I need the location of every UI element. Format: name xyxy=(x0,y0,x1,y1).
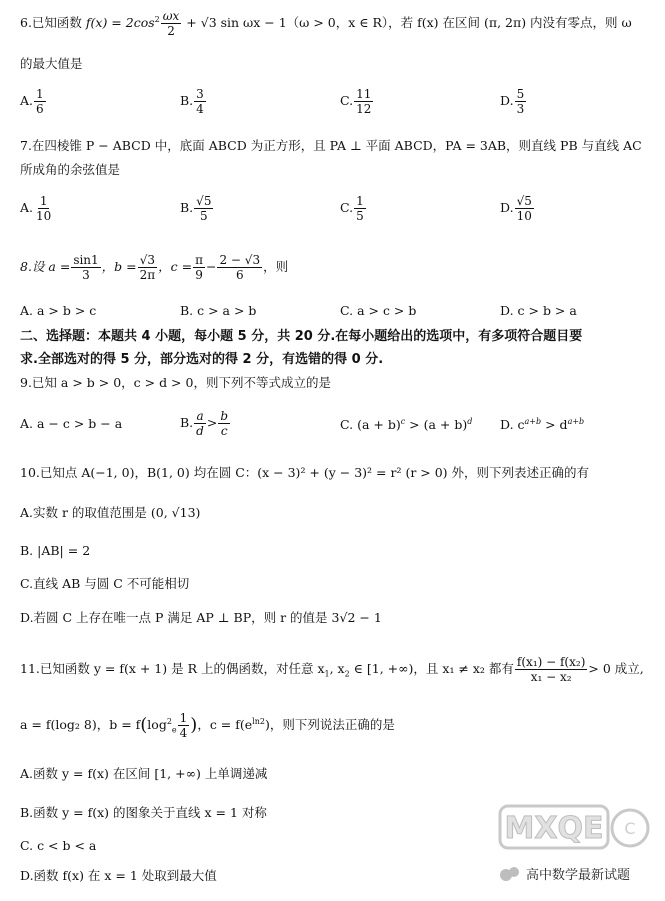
svg-text:C: C xyxy=(624,819,636,838)
q7-option-a[interactable]: A. $\frac{1}{10}$ xyxy=(20,194,52,223)
q10-option-b[interactable]: B. |AB| = 2 xyxy=(20,543,91,558)
q11-stem: 11.已知函数 y = f(x + 1) 是 R 上的偶函数，对任意 $x_1$, $x_2$ ∈ [1, +∞)，且 x₁ ≠ x₂ 都有 $\frac{\text{f(x₁) − f(x₂)}}{\text{x₁ − x₂}}$ > 0 成立, xyxy=(20,655,644,684)
q9-option-c[interactable]: C. $(a + b)^c > (a + b)^d$ xyxy=(340,417,473,433)
q6-option-d[interactable]: D. $\frac{5}{3}$ xyxy=(500,87,525,116)
q6-stem-line2: 的最大值是 xyxy=(20,56,83,71)
q7-option-c[interactable]: C. $\frac{1}{5}$ xyxy=(340,194,364,223)
q11-option-d[interactable]: D.函数 f(x) 在 x = 1 处取到最大值 xyxy=(20,868,217,883)
q11-definitions: a = f(log₂ 8)，$b = f(\log^2_e$ $\frac{1}{4}$ )，$c = f(e^{ln2})$，则下列说法正确的是 xyxy=(20,711,395,740)
q6-stem: 6.已知函数 $f(x) = 2\cos^2$ $\frac{\omega x}{2}$ + √3 sin ωx − 1（ω > 0，x ∈ R），若 f(x) 在区间 (π, 2π) 内没有零点，则 ω xyxy=(20,9,632,38)
q8-option-a[interactable]: A. a > b > c xyxy=(20,303,97,318)
q6-fraction: $\frac{\omega x}{2}$ xyxy=(162,9,180,38)
q6-option-b[interactable]: B. $\frac{3}{4}$ xyxy=(180,87,204,116)
q6-option-c[interactable]: C. $\frac{11}{12}$ xyxy=(340,87,372,116)
watermark-logo-icon xyxy=(492,800,652,898)
svg-text:MXQE: MXQE xyxy=(504,811,604,846)
q11-fraction: $\frac{\text{f(x₁) − f(x₂)}}{\text{x₁ − x₂}}$ xyxy=(516,655,586,684)
q6-option-a[interactable]: A. $\frac{1}{6}$ xyxy=(20,87,44,116)
section2-heading-line2: 求.全部选对的得 5 分，部分选对的得 2 分，有选错的得 0 分. xyxy=(20,352,384,367)
watermark-source-label: 高中数学最新试题 xyxy=(526,868,631,883)
q10-option-c[interactable]: C.直线 AB 与圆 C 不可能相切 xyxy=(20,576,190,591)
q7-stem: 7.在四棱锥 P − ABCD 中，底面 ABCD 为正方形，且 PA ⊥ 平面 ABCD，PA = 3AB，则直线 PB 与直线 AC xyxy=(20,138,642,153)
q7-option-b[interactable]: B. $\frac{√5}{5}$ xyxy=(180,194,212,223)
q8-stem: 8.设 a = $\frac{\sin 1}{3}$ ，b = $\frac{√3}{2\pi}$ ，c = $\frac{\pi}{9}$ − $\frac{2 - √3}{6}$ ，则 xyxy=(20,253,289,282)
q9-option-b[interactable]: B. $\frac{a}{d}$ > $\frac{b}{c}$ xyxy=(180,409,229,438)
q11-option-b[interactable]: B.函数 y = f(x) 的图象关于直线 x = 1 对称 xyxy=(20,805,267,820)
q10-stem: 10.已知点 A(−1, 0)，B(1, 0) 均在圆 C：(x − 3)² + (y − 3)² = r² (r > 0) 外，则下列表述正确的有 xyxy=(20,465,590,480)
q7-stem-line2: 所成角的余弦值是 xyxy=(20,162,121,177)
q11-option-a[interactable]: A.函数 y = f(x) 在区间 [1, +∞) 上单调递减 xyxy=(20,766,268,781)
watermark xyxy=(492,800,652,898)
q10-option-d[interactable]: D.若圆 C 上存在唯一点 P 满足 AP ⊥ BP，则 r 的值是 3√2 − 1 xyxy=(20,610,382,625)
q8-option-c[interactable]: C. a > c > b xyxy=(340,303,417,318)
section2-heading: 二、选择题：本题共 4 小题，每小题 5 分，共 20 分.在每小题给出的选项中，有多项符合题目要 xyxy=(20,329,583,344)
q8-option-b[interactable]: B. c > a > b xyxy=(180,303,257,318)
q9-option-d[interactable]: D. $c^{a+b} > d^{a+b}$ xyxy=(500,417,585,433)
q8-option-d[interactable]: D. c > b > a xyxy=(500,303,577,318)
q7-option-d[interactable]: D. $\frac{√5}{10}$ xyxy=(500,194,532,223)
q9-option-a[interactable]: A. a − c > b − a xyxy=(20,416,123,431)
q10-option-a[interactable]: A.实数 r 的取值范围是 (0, √13) xyxy=(20,505,201,520)
q9-stem: 9.已知 a > b > 0，c > d > 0，则下列不等式成立的是 xyxy=(20,375,331,390)
q11-option-c[interactable]: C. c < b < a xyxy=(20,838,97,853)
